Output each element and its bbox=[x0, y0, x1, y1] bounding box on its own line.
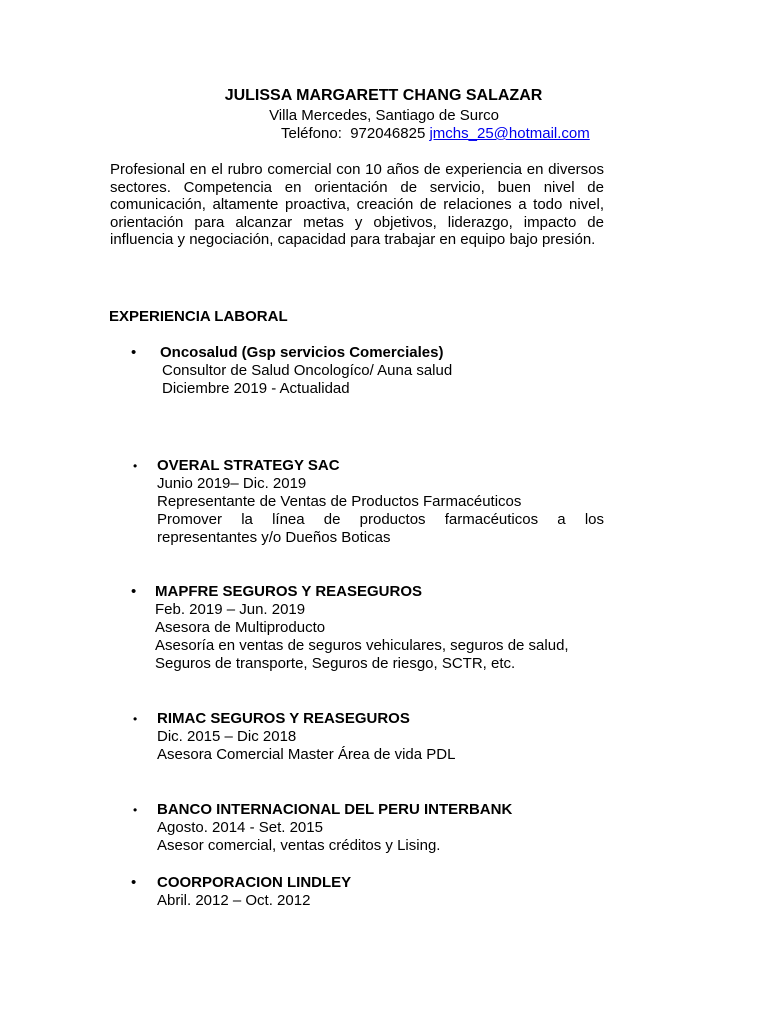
bullet: • bbox=[133, 459, 138, 473]
job-role: Asesora de Multiproducto bbox=[155, 619, 326, 636]
job-company: MAPFRE SEGUROS Y REASEGUROS bbox=[155, 583, 422, 600]
cv-header bbox=[0, 86, 768, 142]
job-dates: Agosto. 2014 - Set. 2015 bbox=[157, 819, 323, 836]
job-dates: Dic. 2015 – Dic 2018 bbox=[157, 728, 297, 745]
job-company: OVERAL STRATEGY SAC bbox=[157, 457, 340, 474]
job-role: Representante de Ventas de Productos Farmacéuticos bbox=[157, 493, 522, 510]
candidate-name: JULISSA MARGARETT CHANG SALAZAR bbox=[224, 87, 543, 104]
job-description-line: representantes y/o Dueños Boticas bbox=[157, 529, 391, 546]
professional-summary: Profesional en el rubro comercial con 10 años de experiencia en diversos sectores. Competencia en orientación de servicio, buen nivel de comunicación, altamente proactiva, creación de relaciones a todo nivel, orientación para alcanzar metas y objetivos, liderazgo, impacto de influencia y negociación, capacidad para trabajar en equipo bajo presión. bbox=[110, 161, 604, 248]
phone-text: Teléfono: 972046825 bbox=[281, 125, 430, 142]
contact-line bbox=[281, 125, 590, 143]
bullet: • bbox=[131, 874, 137, 891]
job-role: Asesora Comercial Master Área de vida PDL bbox=[157, 746, 456, 763]
candidate-address: Villa Mercedes, Santiago de Surco bbox=[269, 107, 499, 124]
job-company: Oncosalud (Gsp servicios Comerciales) bbox=[160, 344, 444, 361]
bullet: • bbox=[133, 803, 138, 817]
bullet: • bbox=[131, 344, 137, 361]
job-description-line: Seguros de transporte, Seguros de riesgo, SCTR, etc. bbox=[155, 655, 516, 672]
job-description-line: Asesoría en ventas de seguros vehiculares, seguros de salud, bbox=[155, 637, 569, 654]
bullet: • bbox=[133, 712, 138, 726]
job-dates: Diciembre 2019 - Actualidad bbox=[162, 380, 350, 397]
job-role: Consultor de Salud Oncologíco/ Auna salud bbox=[162, 362, 453, 379]
job-dates: Junio 2019– Dic. 2019 bbox=[157, 475, 307, 492]
job-company: BANCO INTERNACIONAL DEL PERU INTERBANK bbox=[157, 801, 513, 818]
job-dates: Feb. 2019 – Jun. 2019 bbox=[155, 601, 306, 618]
job-company: COORPORACION LINDLEY bbox=[157, 874, 352, 891]
bullet: • bbox=[131, 583, 137, 600]
job-dates: Abril. 2012 – Oct. 2012 bbox=[157, 892, 311, 909]
section-title-experience: EXPERIENCIA LABORAL bbox=[109, 308, 288, 325]
email-link[interactable]: jmchs_25@hotmail.com bbox=[429, 125, 590, 142]
job-description-line: Promover la línea de productos farmacéuticos a los bbox=[157, 511, 604, 528]
job-role: Asesor comercial, ventas créditos y Lising. bbox=[157, 837, 441, 854]
job-company: RIMAC SEGUROS Y REASEGUROS bbox=[157, 710, 410, 727]
